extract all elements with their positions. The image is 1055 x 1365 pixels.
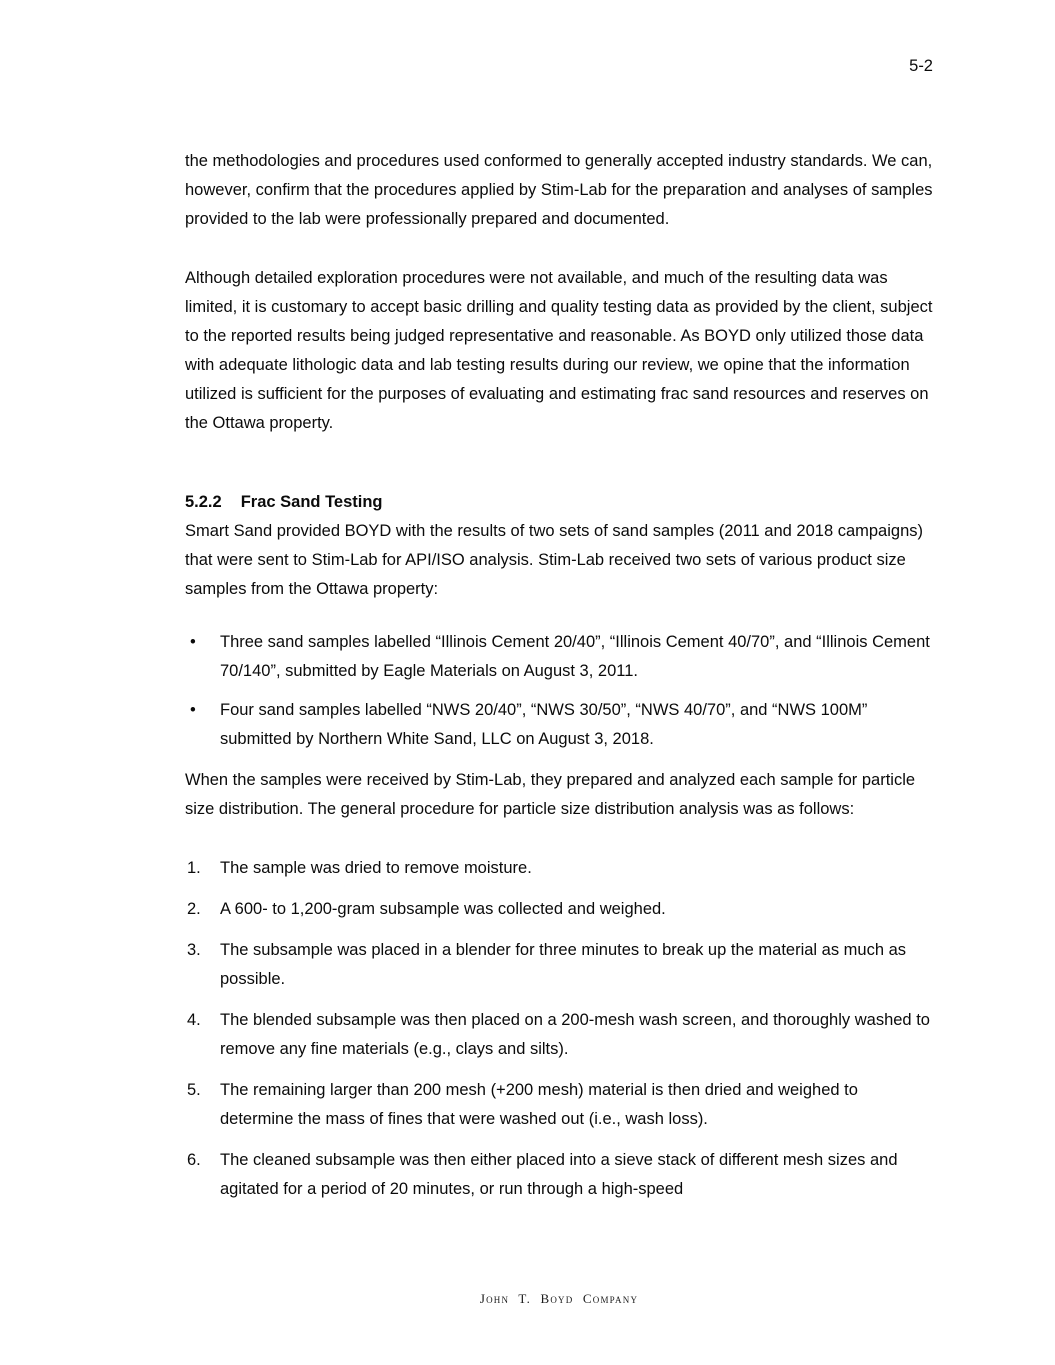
section-title: Frac Sand Testing bbox=[240, 493, 383, 511]
item-text: The cleaned subsample was then either placed into a sieve stack of different mesh sizes and agitated for a period of 20 minutes, or run through a high-speed bbox=[220, 1151, 898, 1198]
item-number: 2. bbox=[187, 900, 201, 918]
section-heading bbox=[185, 488, 933, 517]
bullet-item bbox=[185, 628, 933, 686]
item-text: The remaining larger than 200 mesh (+200 mesh) material is then dried and weighed to determine the mass of fines that were washed out (i.e., wash loss). bbox=[220, 1081, 858, 1128]
item-number: 4. bbox=[187, 1011, 201, 1029]
numbered-item bbox=[185, 895, 933, 924]
bullet-text: Three sand samples labelled “Illinois Cement 20/40”, “Illinois Cement 40/70”, and “Illinois Cement 70/140”, submitted by Eagle Materials on August 3, 2011. bbox=[220, 633, 930, 680]
paragraph-continuation: the methodologies and procedures used conformed to generally accepted industry standards. We can, however, confirm that the procedures applied by Stim-Lab for the preparation and analyses of samples provided to the lab were professionally prepared and documented. bbox=[185, 152, 933, 228]
item-text: A 600- to 1,200-gram subsample was collected and weighed. bbox=[220, 900, 666, 918]
page-number: 5-2 bbox=[909, 57, 933, 75]
bullet-list bbox=[185, 628, 933, 754]
bullet-marker: • bbox=[190, 701, 196, 719]
item-text: The subsample was placed in a blender for three minutes to break up the material as much as possible. bbox=[220, 941, 907, 988]
item-number: 3. bbox=[187, 941, 201, 959]
company-name: John T. Boyd Company bbox=[479, 1291, 639, 1306]
bullet-text: Four sand samples labelled “NWS 20/40”, “NWS 30/50”, “NWS 40/70”, and “NWS 100M” submitted by Northern White Sand, LLC on August 3, 2018. bbox=[220, 701, 868, 748]
numbered-item bbox=[185, 1076, 933, 1134]
page-content bbox=[185, 147, 933, 1204]
paragraph: Smart Sand provided BOYD with the results of two sets of sand samples (2011 and 2018 campaigns) that were sent to Stim-Lab for API/ISO analysis. Stim-Lab received two sets of various product size samples from the Ottawa property: bbox=[185, 522, 923, 598]
item-text: The sample was dried to remove moisture. bbox=[220, 859, 532, 877]
paragraph: When the samples were received by Stim-Lab, they prepared and analyzed each sample for particle size distribution. The general procedure for particle size distribution analysis was as follows: bbox=[185, 771, 916, 818]
numbered-item bbox=[185, 1146, 933, 1204]
item-number: 1. bbox=[187, 859, 201, 877]
numbered-list bbox=[185, 854, 933, 1204]
numbered-item bbox=[185, 936, 933, 994]
item-text: The blended subsample was then placed on a 200-mesh wash screen, and thoroughly washed to remove any fine materials (e.g., clays and silts). bbox=[220, 1011, 930, 1058]
paragraph: Although detailed exploration procedures were not available, and much of the resulting data was limited, it is customary to accept basic drilling and quality testing data as provided by the client, subject to the reported results being judged representative and reasonable. As BOYD only utilized those data with adequate lithologic data and lab testing results during our review, we opine that the information utilized is sufficient for the purposes of evaluating and estimating frac sand resources and reserves on the Ottawa property. bbox=[185, 269, 933, 432]
item-number: 5. bbox=[187, 1081, 201, 1099]
numbered-item bbox=[185, 1006, 933, 1064]
bullet-item bbox=[185, 696, 933, 754]
item-number: 6. bbox=[187, 1151, 201, 1169]
section-number: 5.2.2 bbox=[185, 493, 222, 511]
numbered-item bbox=[185, 854, 933, 883]
bullet-marker: • bbox=[190, 633, 196, 651]
page-footer bbox=[185, 1291, 933, 1307]
